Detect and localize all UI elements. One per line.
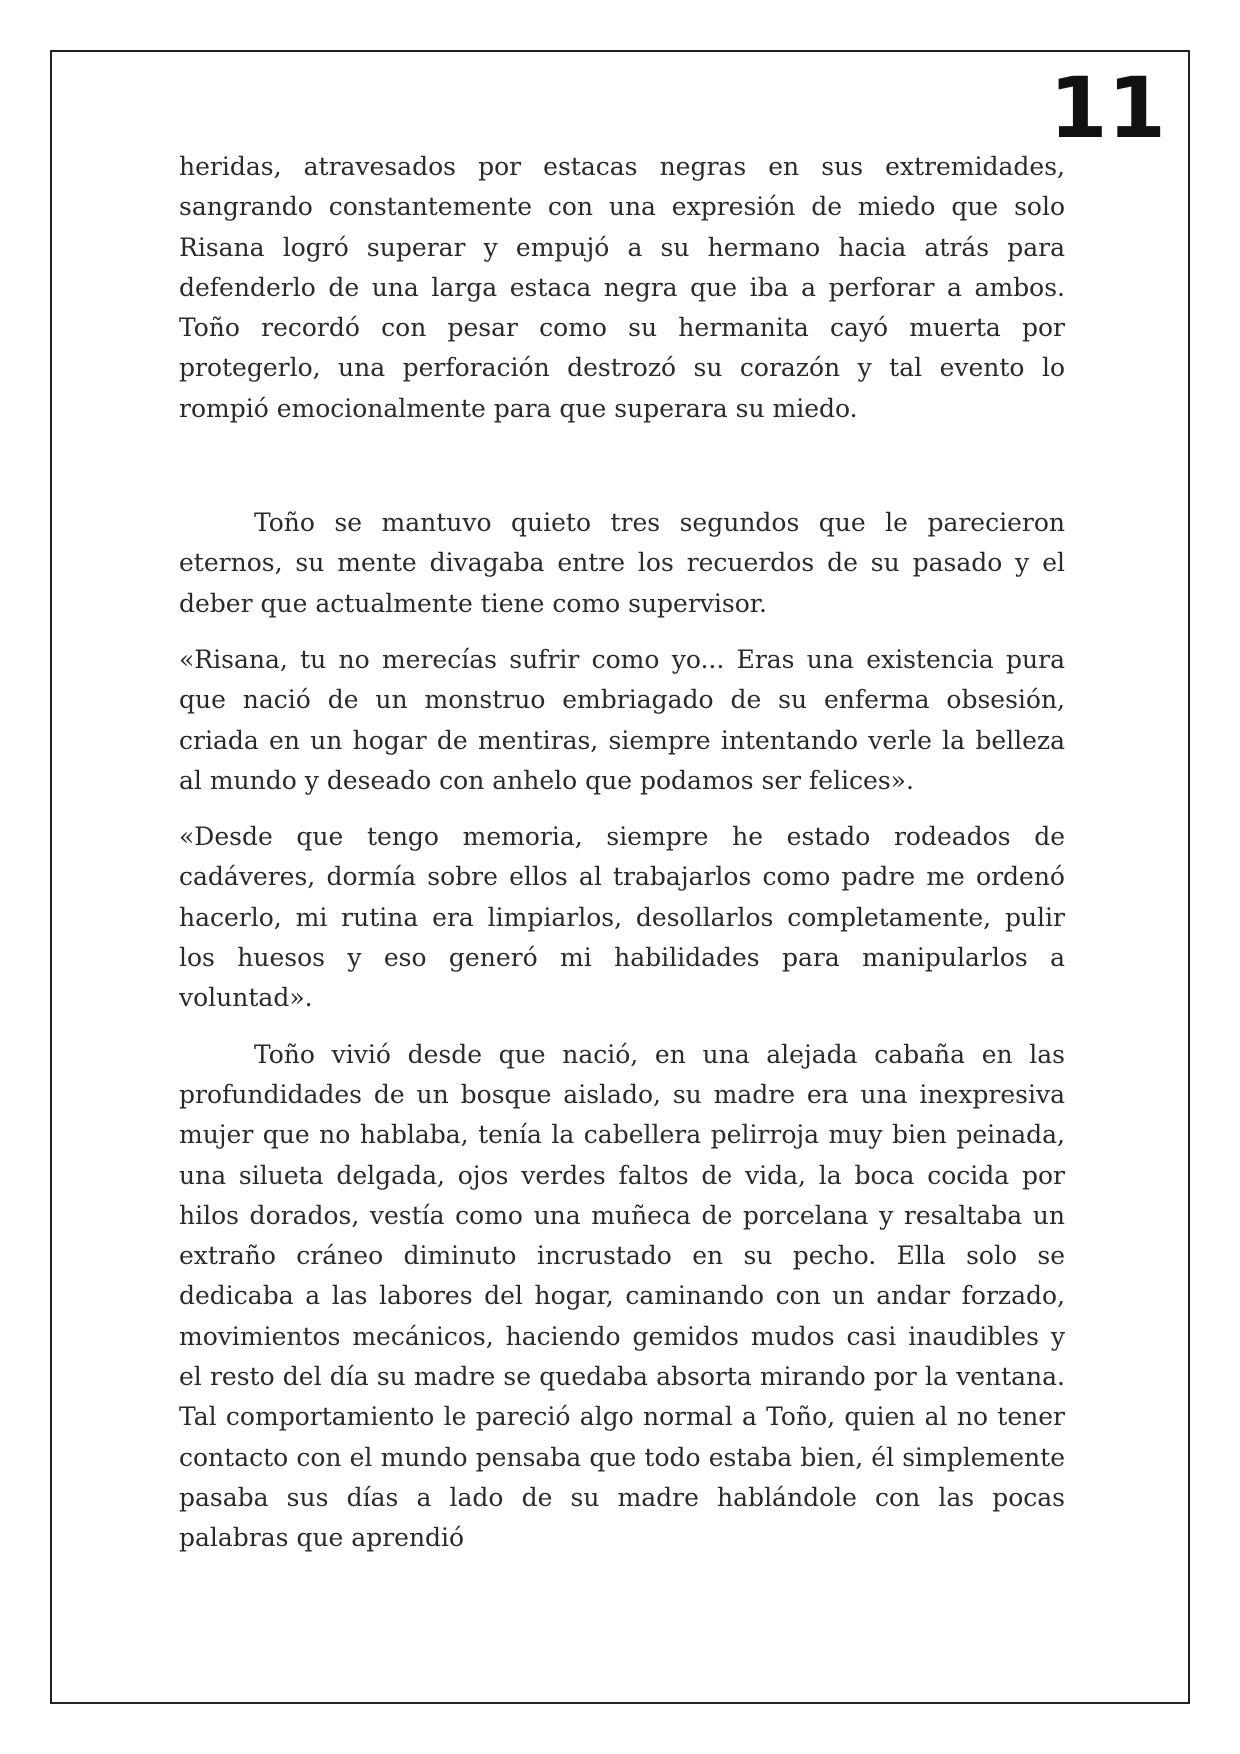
- page-number: 11: [1049, 59, 1166, 157]
- paragraph: Toño vivió desde que nació, en una alejada cabaña en las profundidades de un bosque aislado, su madre era una inexpresiva mujer que no hablaba, tenía la cabellera pelirroja muy bien peinada, una silueta delgada, ojos verdes faltos de vida, la boca cocida por hilos dorados, vestía como una muñeca de porcelana y resaltaba un extraño cráneo diminuto incrustado en su pecho. Ella solo se dedicaba a las labores del hogar, caminando con un andar forzado, movimientos mecánicos, haciendo gemidos mudos casi inaudibles y el resto del día su madre se quedaba absorta mirando por la ventana. Tal comportamiento le pareció algo normal a Toño, quien al no tener contacto con el mundo pensaba que todo estaba bien, él simplemente pasaba sus días a lado de su madre hablándole con las pocas palabras que aprendió: [179, 1039, 1065, 1553]
- paragraph: Toño se mantuvo quieto tres segundos que le parecieron eternos, su mente divagaba entre los recuerdos de su pasado y el deber que actualmente tiene como supervisor.: [179, 508, 1065, 618]
- paragraph-quote: «Desde que tengo memoria, siempre he estado rodeados de cadáveres, dormía sobre ellos al trabajarlos como padre me ordenó hacerlo, mi rutina era limpiarlos, desollarlos completamente, pulir los huesos y eso generó mi habilidades para manipularlos a voluntad».: [179, 822, 1065, 1013]
- paragraph-continuation: heridas, atravesados por estacas negras en sus extremidades, sangrando constantemente con una expresión de miedo que solo Risana logró superar y empujó a su hermano hacia atrás para defenderlo de una larga estaca negra que iba a perforar a ambos. Toño recordó con pesar como su hermanita cayó muerta por protegerlo, una perforación destrozó su corazón y tal evento lo rompió emocionalmente para que superara su miedo.: [179, 152, 1065, 423]
- paragraph-quote: «Risana, tu no merecías sufrir como yo... Eras una existencia pura que nació de un monstruo embriagado de su enferma obsesión, criada en un hogar de mentiras, siempre intentando verle la belleza al mundo y deseado con anhelo que podamos ser felices».: [179, 644, 1065, 795]
- page-frame: [50, 50, 1190, 1704]
- text-body: [179, 147, 1065, 1559]
